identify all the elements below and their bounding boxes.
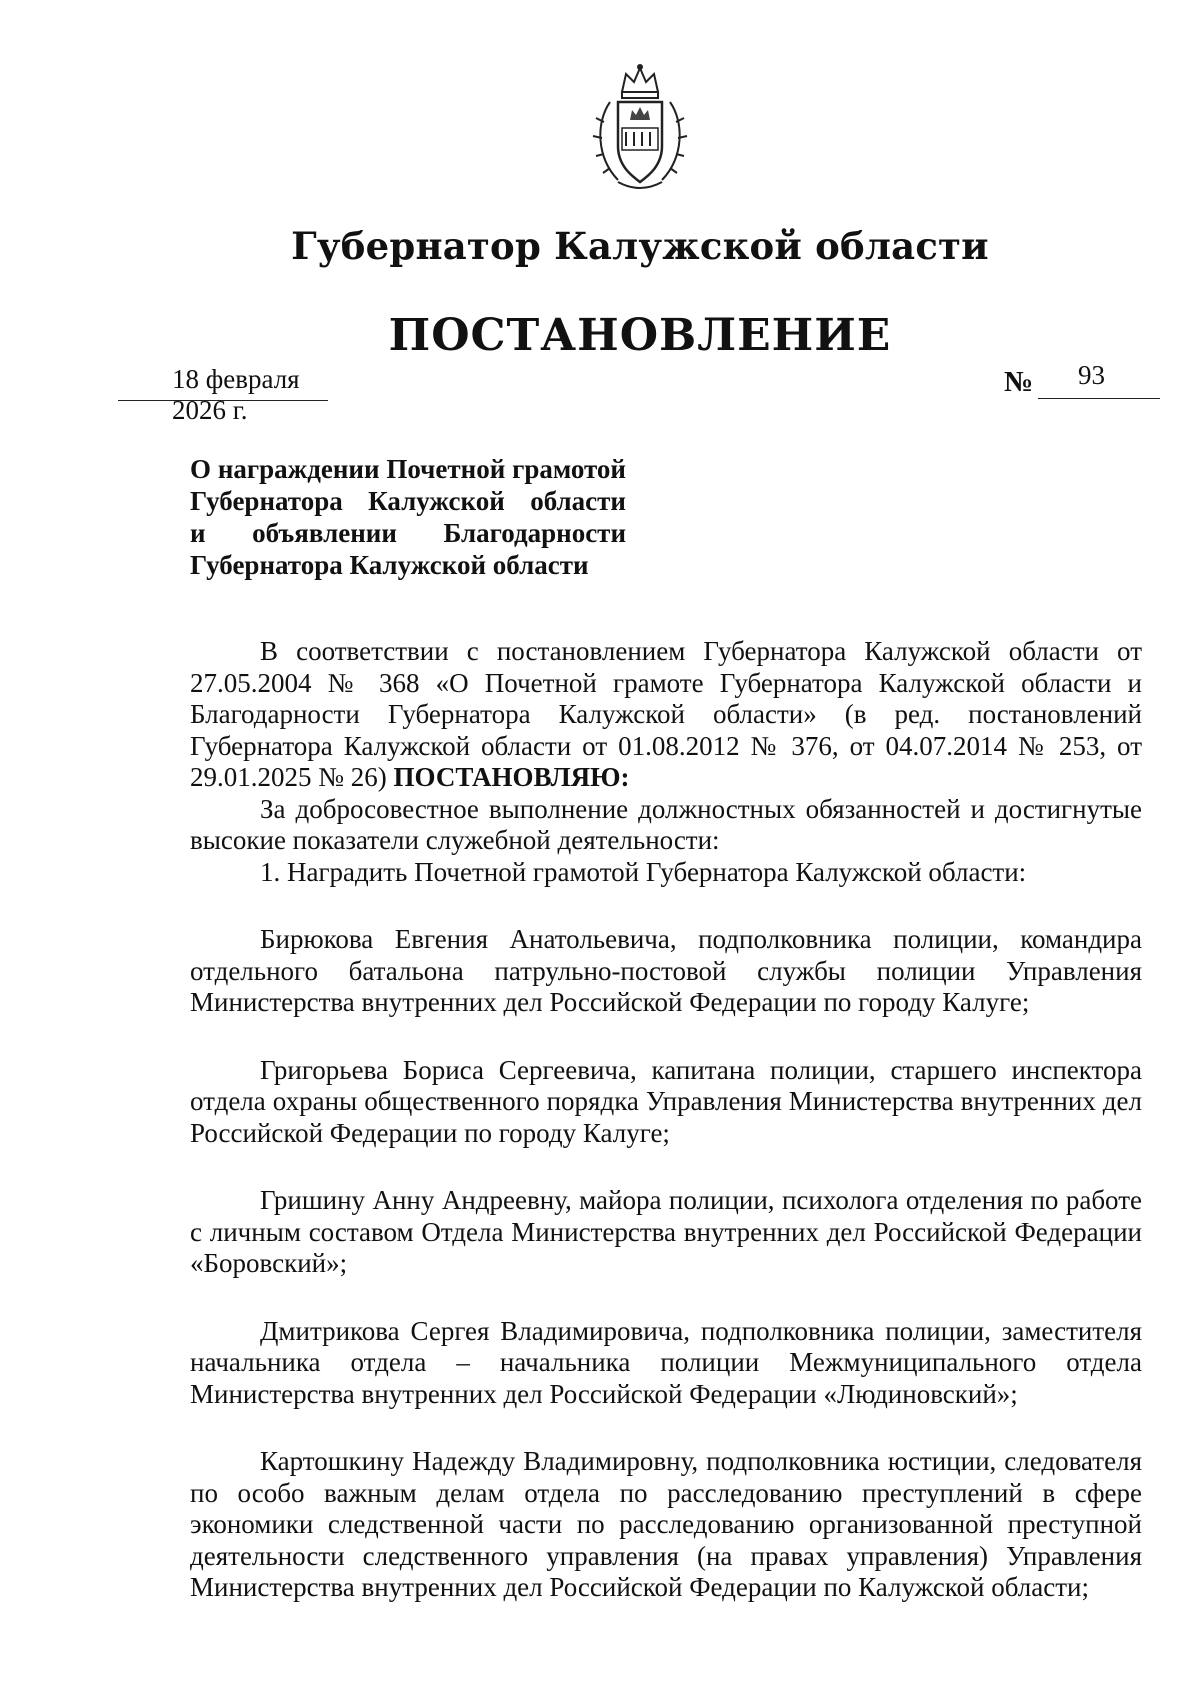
item-1-heading: 1. Наградить Почетной грамотой Губернатора Калужской области:	[260, 856, 1027, 887]
document-number: 93	[1078, 360, 1105, 390]
decree-word: ПОСТАНОВЛЯЮ:	[393, 762, 630, 792]
preamble-text: В соответствии с постановлением Губернатора Калужской области от 27.05.2004 № 368 «О Почетной грамоте Губернатора Калужской области и Благодарности Губернатора Калужской области» (в ред. постановлений Губернатора Калужской области от 01.08.2012 № 376, от 04.07.2014 № 253, от 29.01.2025 № 26)	[190, 636, 1142, 792]
reason-paragraph: За добросовестное выполнение должностных обязанностей и достигнутые высокие показатели служебной деятельности:	[190, 793, 1142, 855]
awardee-paragraph: Бирюкова Евгения Анатольевича, подполковника полиции, командира отдельного батальона патрульно-постовой службы полиции Управления Министерства внутренних дел Российской Федерации по городу Калуге;	[190, 924, 1142, 1017]
kaluga-coat-of-arms-icon	[588, 62, 692, 196]
document-type-title: ПОСТАНОВЛЕНИЕ	[388, 310, 892, 361]
awardee-paragraph: Гришину Анну Андреевну, майора полиции, психолога отделения по работе с личным составом Отдела Министерства внутренних дел Российской Федерации «Боровский»;	[190, 1185, 1142, 1278]
subject-line: О награждении Почетной грамотой	[190, 454, 626, 484]
subject-line: и объявлении Благодарности	[190, 518, 626, 548]
awardee-paragraph: Григорьева Бориса Сергеевича, капитана полиции, старшего инспектора отдела охраны общественного порядка Управления Министерства внутренних дел Российской Федерации по городу Калуге;	[190, 1054, 1142, 1148]
subject-line: Губернатора Калужской области	[190, 550, 589, 580]
document-body	[190, 636, 1142, 1604]
document-date: 18 февраля 2026 г.	[172, 364, 300, 425]
awardee-paragraph: Картошкину Надежду Владимировну, подполковника юстиции, следователя по особо важным делам отдела по расследованию преступлений в сфере экономики следственной части по расследованию организованной преступной деятельности следственного управления (на правах управления) Управления Министерства внутренних дел Российской Федерации по Калужской области;	[190, 1446, 1142, 1602]
date-field	[118, 364, 328, 425]
preamble-paragraph	[190, 636, 1142, 794]
issuing-authority: Губернатор Калужской области	[291, 224, 989, 268]
document-subject	[190, 453, 626, 581]
subject-line: Губернатора Калужской области	[190, 486, 626, 516]
number-label: №	[1004, 366, 1034, 398]
number-field	[1038, 360, 1160, 399]
awardee-paragraph: Дмитрикова Сергея Владимировича, подполковника полиции, заместителя начальника отдела – начальника полиции Межмуниципального отдела Министерства внутренних дел Российской Федерации «Людиновский»;	[190, 1315, 1142, 1409]
